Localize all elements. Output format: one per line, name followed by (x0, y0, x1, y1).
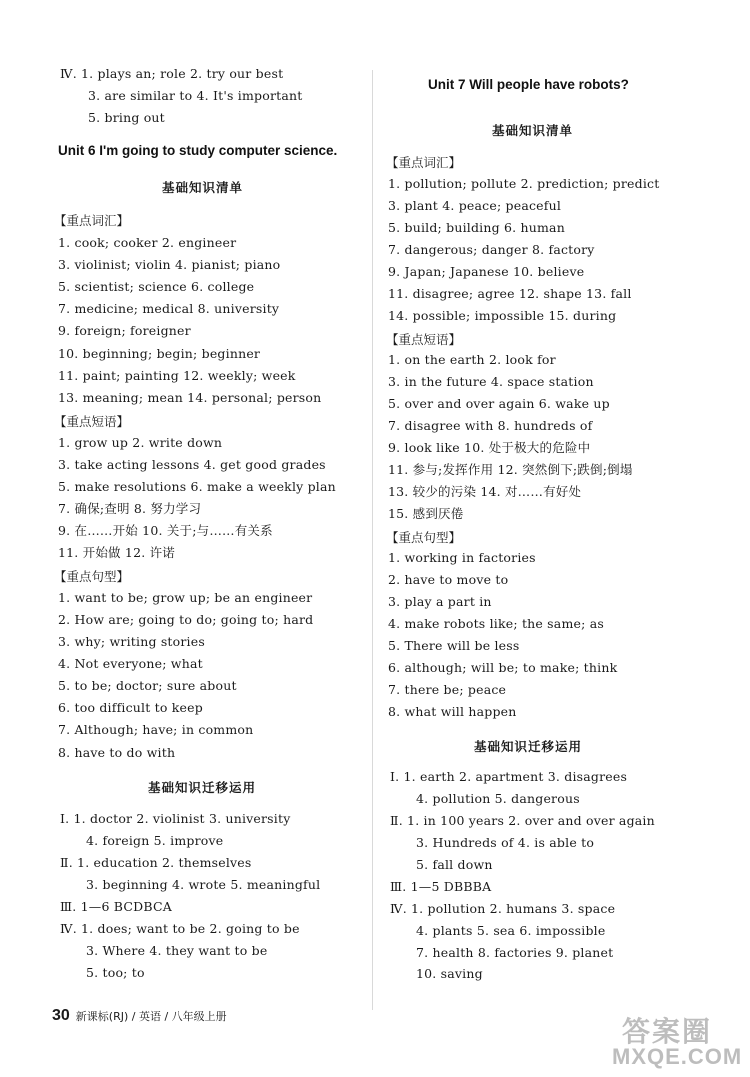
page-footer (52, 1007, 227, 1025)
answer-line: 4. plants 5. sea 6. impossible (416, 923, 606, 938)
answer-line: Ⅳ. 1. does; want to be 2. going to be (60, 921, 300, 936)
answer-line: 11. disagree; agree 12. shape 13. fall (388, 286, 632, 301)
answer-line: 10. saving (416, 966, 483, 981)
answer-line: Ⅲ. 1—5 DBBBA (390, 879, 492, 894)
answer-line: 13. meaning; mean 14. personal; person (58, 390, 322, 405)
answer-line: 7. health 8. factories 9. planet (416, 945, 614, 960)
answer-line: 8. have to do with (58, 745, 176, 760)
answer-line: 5. to be; doctor; sure about (58, 678, 237, 693)
answer-line: 11. paint; painting 12. weekly; week (58, 368, 296, 383)
answer-line: 11. 开始做 12. 许诺 (58, 545, 175, 560)
answer-line: 4. foreign 5. improve (86, 833, 224, 848)
answer-line: 3. take acting lessons 4. get good grades (58, 457, 326, 472)
answer-line: 5. build; building 6. human (388, 220, 565, 235)
answer-line: 6. although; will be; to make; think (388, 660, 618, 675)
subsection-heading: 【重点短语】 (54, 414, 130, 429)
answer-line: Ⅳ. 1. pollution 2. humans 3. space (390, 901, 616, 916)
answer-line: Ⅳ. 1. plays an; role 2. try our best (60, 66, 284, 81)
answer-line: 5. over and over again 6. wake up (388, 396, 610, 411)
section-title: 基础知识迁移运用 (148, 780, 257, 795)
answer-line: 1. cook; cooker 2. engineer (58, 235, 237, 250)
answer-line: 7. Although; have; in common (58, 722, 254, 737)
answer-line: 3. Hundreds of 4. is able to (416, 835, 595, 850)
answer-line: 3. in the future 4. space station (388, 374, 594, 389)
answer-line: Ⅰ. 1. earth 2. apartment 3. disagrees (390, 769, 628, 784)
answer-line: 13. 较少的污染 14. 对……有好处 (388, 484, 582, 499)
answer-line: 1. want to be; grow up; be an engineer (58, 590, 313, 605)
subsection-heading: 【重点词汇】 (386, 155, 462, 170)
answer-line: 3. are similar to 4. It's important (88, 88, 303, 103)
answer-line: Ⅰ. 1. doctor 2. violinist 3. university (60, 811, 291, 826)
answer-line: 3. play a part in (388, 594, 492, 609)
answer-line: Ⅲ. 1—6 BCDBCA (60, 899, 172, 914)
answer-line: 4. make robots like; the same; as (388, 616, 604, 631)
answer-line: Ⅱ. 1. in 100 years 2. over and over again (390, 813, 655, 828)
answer-line: 9. look like 10. 处于极大的危险中 (388, 440, 591, 455)
answer-line: Ⅱ. 1. education 2. themselves (60, 855, 252, 870)
section-title: 基础知识清单 (492, 123, 574, 138)
subsection-heading: 【重点短语】 (386, 332, 462, 347)
answer-line: 2. How are; going to do; going to; hard (58, 612, 314, 627)
answer-line: 5. There will be less (388, 638, 520, 653)
answer-line: 3. beginning 4. wrote 5. meaningful (86, 877, 321, 892)
watermark-url: MXQE.COM (612, 1044, 743, 1069)
footer-text: 新课标(RJ) / 英语 / 八年级上册 (75, 1010, 227, 1023)
page-number: 30 (52, 1007, 70, 1024)
column-divider (372, 70, 373, 1010)
answer-line: 5. scientist; science 6. college (58, 279, 255, 294)
answer-line: 4. Not everyone; what (58, 656, 203, 671)
section-title: 基础知识清单 (162, 180, 244, 195)
answer-line: 9. foreign; foreigner (58, 323, 191, 338)
answer-line: 2. have to move to (388, 572, 509, 587)
answer-line: 14. possible; impossible 15. during (388, 308, 617, 323)
answer-line: 4. pollution 5. dangerous (416, 791, 580, 806)
answer-line: 11. 参与;发挥作用 12. 突然倒下;跌倒;倒塌 (388, 462, 633, 477)
answer-line: 9. Japan; Japanese 10. believe (388, 264, 585, 279)
answer-line: 3. Where 4. they want to be (86, 943, 268, 958)
answer-line: 7. there be; peace (388, 682, 507, 697)
answer-line: 9. 在……开始 10. 关于;与……有关系 (58, 523, 273, 538)
subsection-heading: 【重点词汇】 (54, 213, 130, 228)
answer-line: 7. disagree with 8. hundreds of (388, 418, 593, 433)
answer-line: 3. plant 4. peace; peaceful (388, 198, 562, 213)
answer-line: 5. make resolutions 6. make a weekly plan (58, 479, 336, 494)
answer-line: 5. bring out (88, 110, 165, 125)
answer-line: 1. pollution; pollute 2. prediction; predict (388, 176, 660, 191)
answer-line: 5. fall down (416, 857, 493, 872)
answer-line: 15. 感到厌倦 (388, 506, 464, 521)
answer-line: 10. beginning; begin; beginner (58, 346, 261, 361)
answer-line: 7. medicine; medical 8. university (58, 301, 280, 316)
unit-title: Unit 7 Will people have robots? (428, 77, 629, 92)
answer-line: 1. grow up 2. write down (58, 435, 223, 450)
answer-line: 8. what will happen (388, 704, 517, 719)
unit-title: Unit 6 I'm going to study computer science. (58, 143, 338, 158)
subsection-heading: 【重点句型】 (386, 530, 462, 545)
answer-line: 1. working in factories (388, 550, 536, 565)
section-title: 基础知识迁移运用 (474, 739, 583, 754)
answer-line: 3. violinist; violin 4. pianist; piano (58, 257, 281, 272)
watermark-logo (612, 1010, 742, 1070)
answer-line: 1. on the earth 2. look for (388, 352, 556, 367)
answer-line: 5. too; to (86, 965, 145, 980)
subsection-heading: 【重点句型】 (54, 569, 130, 584)
watermark-text: 答案圈 (622, 1016, 713, 1047)
answer-line: 7. dangerous; danger 8. factory (388, 242, 595, 257)
answer-line: 3. why; writing stories (58, 634, 205, 649)
answer-line: 6. too difficult to keep (58, 700, 203, 715)
answer-line: 7. 确保;查明 8. 努力学习 (58, 501, 202, 516)
